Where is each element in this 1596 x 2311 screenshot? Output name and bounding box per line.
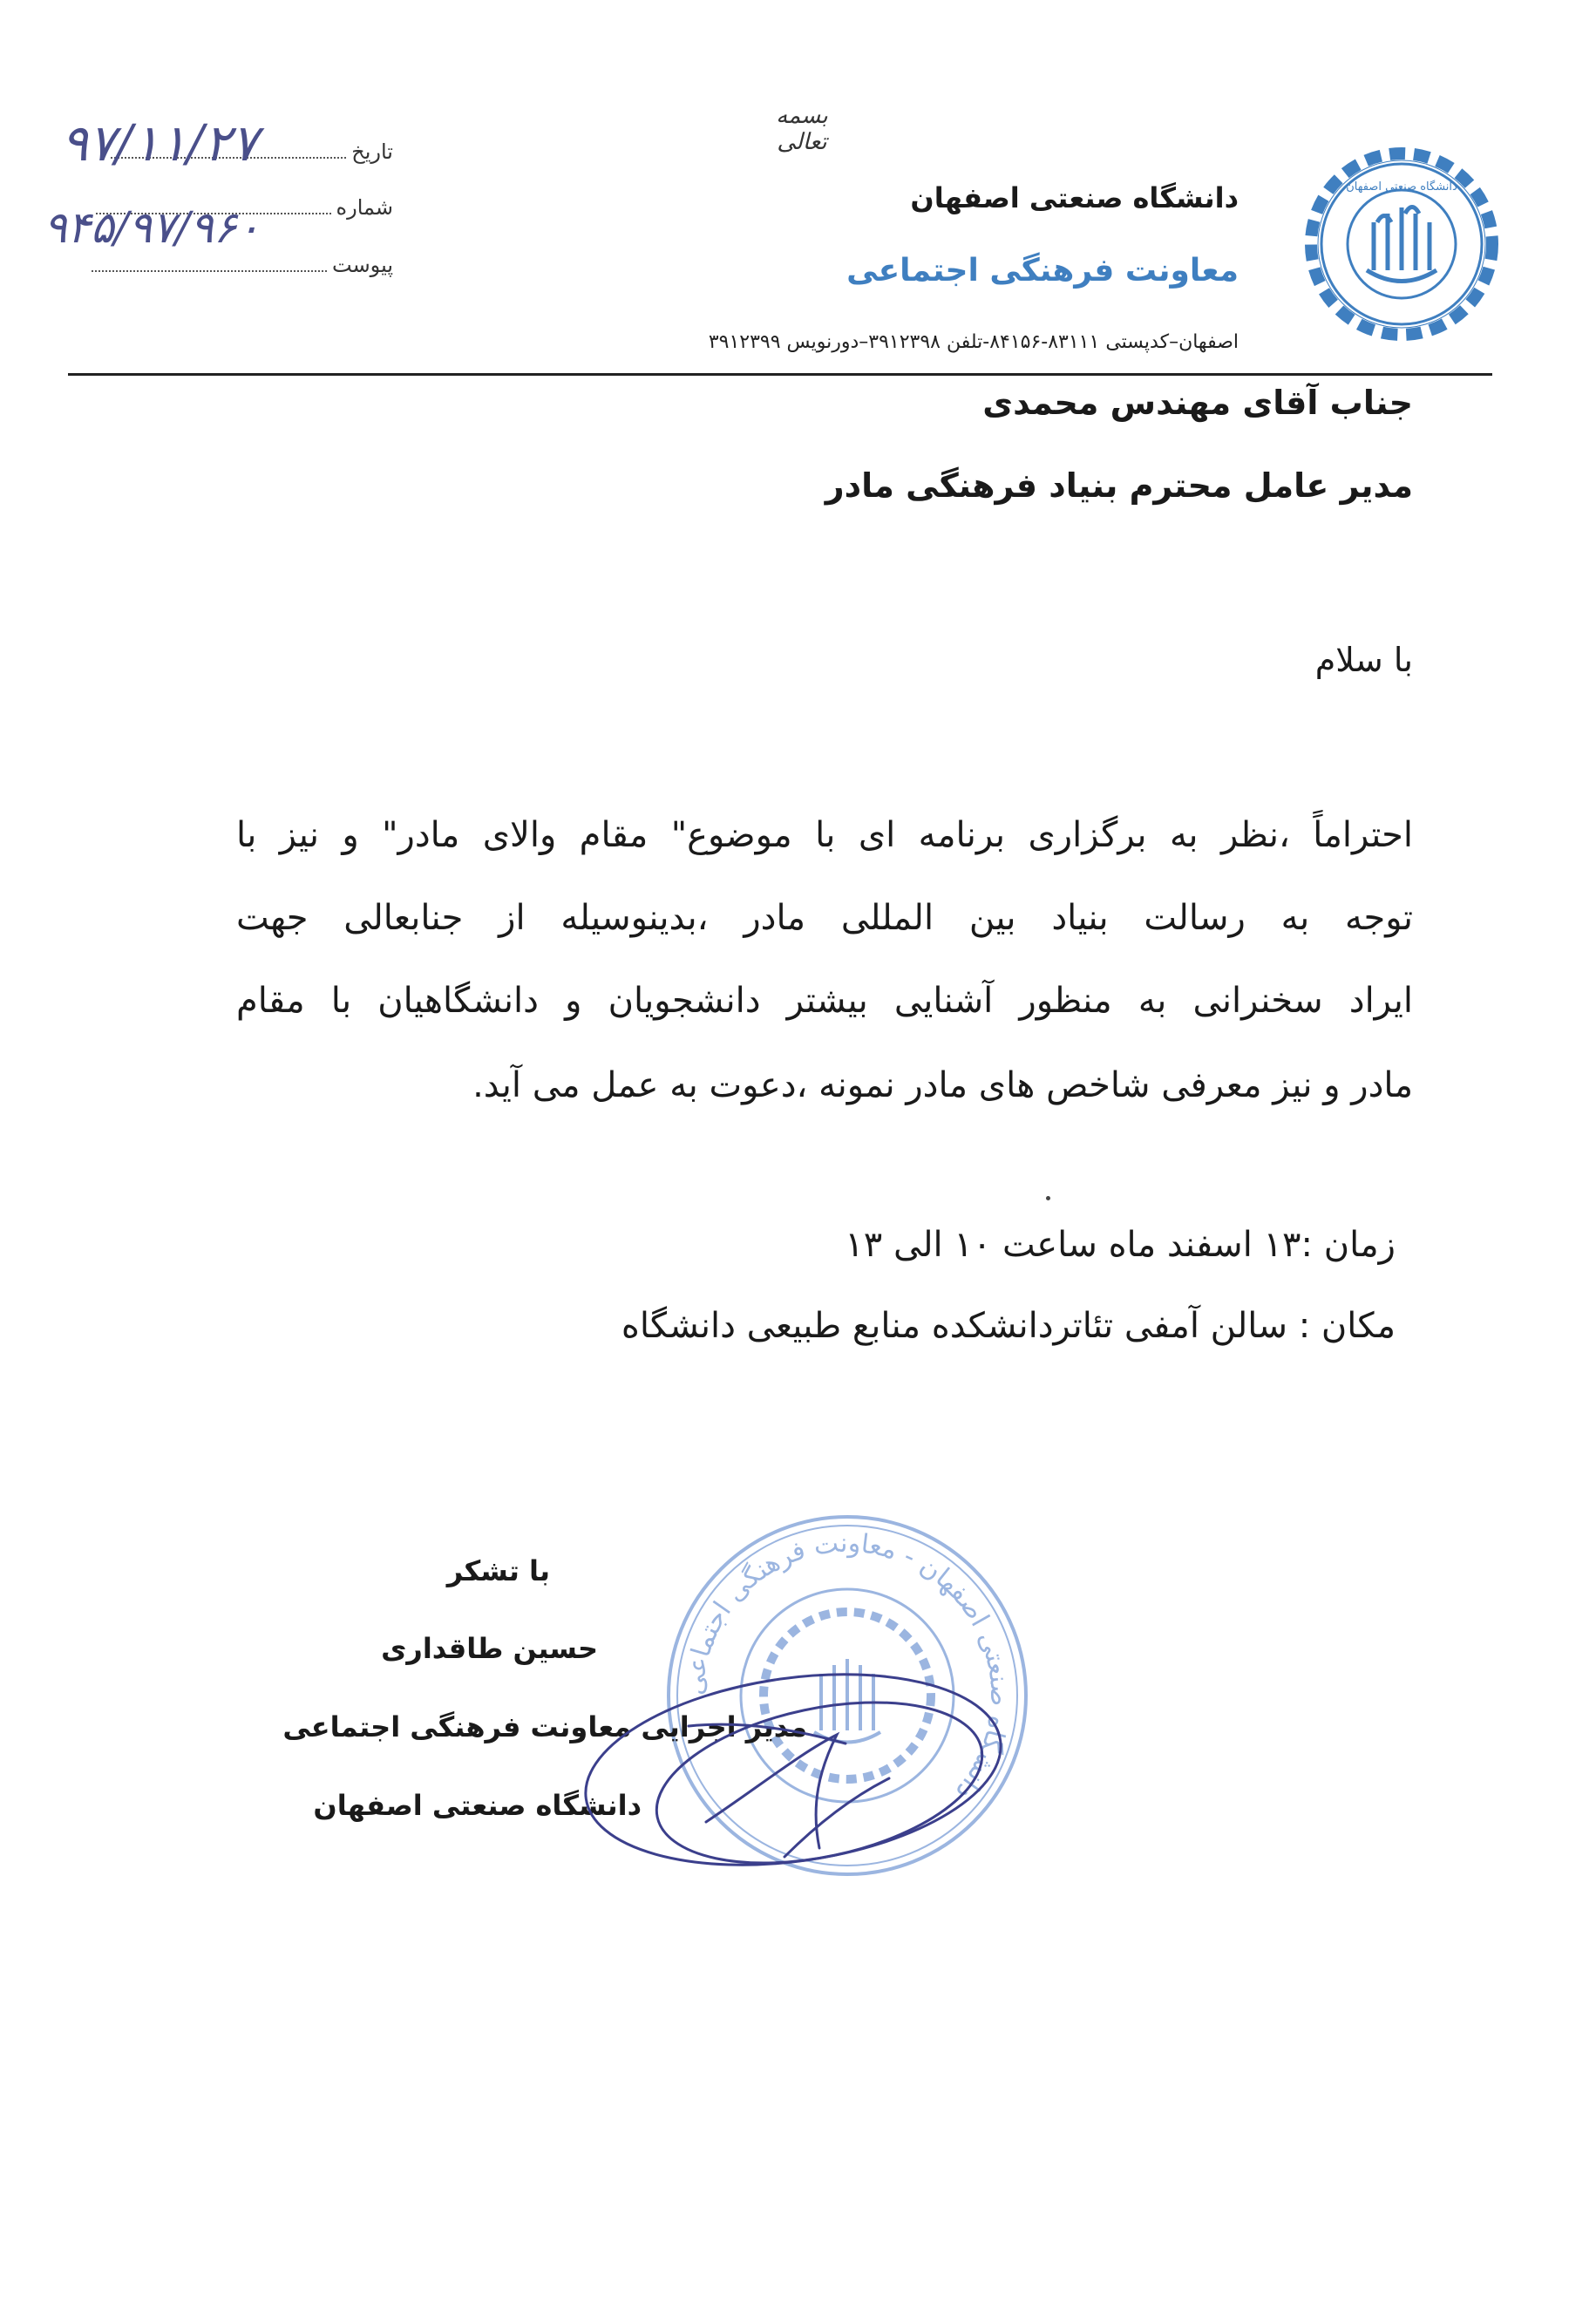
closing-phrase: با تشکر bbox=[446, 1554, 550, 1587]
signer-organization: دانشگاه صنعتی اصفهان bbox=[313, 1789, 642, 1822]
event-time: زمان :۱۳ اسفند ماه ساعت ۱۰ الی ۱۳ bbox=[845, 1225, 1396, 1265]
university-name: دانشگاه صنعتی اصفهان bbox=[910, 181, 1239, 214]
stamp-text: دانشگاه صنعتی اصفهان - معاونت فرهنگی اجتماعی bbox=[679, 1527, 1015, 1807]
attachment-line bbox=[92, 267, 327, 272]
university-logo-icon bbox=[1297, 139, 1506, 349]
recipient-name: جناب آقای مهندس محمدی bbox=[982, 384, 1413, 422]
body-line-4: مادر و نیز معرفی شاخص های مادر نمونه ،دعوت به عمل می آید. bbox=[472, 1065, 1413, 1105]
ink-speck bbox=[1046, 1196, 1050, 1200]
date-label: تاریخ bbox=[351, 139, 393, 164]
contact-address: اصفهان–کدپستی ۸۳۱۱۱-۸۴۱۵۶-تلفن ۳۹۱۲۳۹۸–دورنویس ۳۹۱۲۳۹۹ bbox=[708, 331, 1239, 353]
body-line-2: توجه به رسالت بنیاد بین المللی مادر ،بدینوسیله از جنابعالی جهت bbox=[236, 898, 1413, 938]
recipient-title: مدیر عامل محترم بنیاد فرهنگی مادر bbox=[825, 466, 1413, 505]
signer-title: مدیر اجرایی معاونت فرهنگی اجتماعی bbox=[282, 1710, 807, 1743]
signer-name: حسین طاقداری bbox=[381, 1632, 598, 1665]
invocation: بسمه تعالی bbox=[776, 103, 828, 155]
attachment-label: پیوست bbox=[332, 253, 393, 277]
header-divider bbox=[68, 373, 1492, 376]
handwritten-number: ۹۴۵/۹۷/۹۶۰ bbox=[44, 202, 261, 253]
handwritten-date: ۹۷/۱۱/۲۷ bbox=[61, 113, 258, 173]
number-label: شماره bbox=[336, 195, 393, 220]
office-name: معاونت فرهنگی اجتماعی bbox=[846, 253, 1239, 289]
body-line-3: ایراد سخنرانی به منظور آشنایی بیشتر دانشجویان و دانشگاهیان با مقام bbox=[236, 981, 1413, 1021]
body-line-1: احتراماً ،نظر به برگزاری برنامه ای با موضوع" مقام والای مادر" و نیز با bbox=[236, 815, 1413, 855]
salutation: با سلام bbox=[1314, 641, 1413, 679]
attachment-field bbox=[92, 253, 393, 277]
logo-text: دانشگاه صنعتی اصفهان bbox=[1346, 180, 1457, 194]
handwritten-signature-icon bbox=[558, 1595, 1011, 1927]
event-place: مکان : سالن آمفی تئاتردانشکده منابع طبیعی دانشگاه bbox=[621, 1306, 1396, 1346]
